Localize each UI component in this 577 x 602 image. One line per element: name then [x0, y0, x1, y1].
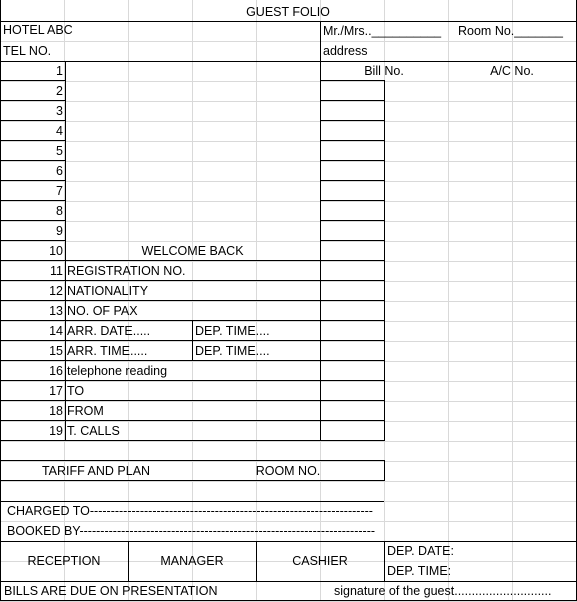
row-number: 18 [49, 404, 63, 418]
row-number: 2 [56, 84, 63, 98]
border-horizontal [0, 280, 320, 281]
row-number: 19 [49, 424, 63, 438]
border-horizontal [320, 80, 384, 81]
border-horizontal [0, 360, 320, 361]
border-vertical [384, 80, 385, 441]
reception-box: RECEPTION [27, 554, 101, 568]
border-horizontal [0, 480, 384, 481]
border-horizontal [0, 541, 577, 542]
border-horizontal [320, 440, 384, 441]
border-horizontal [0, 240, 65, 241]
border-horizontal [320, 360, 384, 361]
dep-time-label-2: DEP. TIME.... [195, 344, 270, 358]
cashier-box: CASHIER [292, 554, 348, 568]
border-vertical [0, 0, 1, 601]
row-number: 5 [56, 144, 63, 158]
nationality-label: NATIONALITY [67, 284, 149, 298]
border-horizontal [320, 420, 384, 421]
row-number: 6 [56, 164, 63, 178]
border-horizontal [0, 581, 577, 582]
gridline [0, 221, 577, 222]
hotel-name: HOTEL ABC [3, 23, 73, 37]
border-horizontal [0, 340, 320, 341]
border-vertical [320, 21, 321, 61]
telephone-reading-label: telephone reading [67, 364, 168, 378]
guest-name-field: Mr./Mrs..__________ [323, 24, 442, 38]
border-horizontal [0, 380, 320, 381]
dep-time-label-1: DEP. TIME.... [195, 324, 270, 338]
tel-label: TEL NO. [3, 44, 52, 58]
border-horizontal [0, 21, 577, 22]
border-horizontal [320, 220, 384, 221]
arr-time-label: ARR. TIME..... [67, 344, 148, 358]
border-horizontal [320, 180, 384, 181]
border-horizontal [0, 80, 65, 81]
border-vertical [256, 541, 257, 581]
gridline [0, 441, 577, 442]
gridline [0, 141, 577, 142]
row-number: 15 [49, 344, 63, 358]
to-label: TO [67, 384, 85, 398]
tariff-plan-label: TARIFF AND PLAN [41, 464, 151, 478]
ac-no-header: A/C No. [490, 64, 534, 78]
gridline [512, 0, 513, 601]
bills-due-note: BILLS ARE DUE ON PRESENTATION [4, 584, 218, 598]
guest-signature-line: signature of the guest............................ [334, 584, 552, 598]
border-vertical [192, 320, 193, 361]
border-horizontal [0, 300, 320, 301]
row-number: 12 [49, 284, 63, 298]
border-horizontal [320, 280, 384, 281]
row-number: 11 [50, 264, 63, 278]
border-horizontal [320, 320, 384, 321]
room-no-short-label: ROOM NO. [255, 464, 321, 478]
border-horizontal [320, 380, 384, 381]
registration-no-label: REGISTRATION NO. [67, 264, 186, 278]
border-horizontal [0, 61, 320, 62]
gridline [0, 381, 577, 382]
border-horizontal [0, 260, 320, 261]
charged-to-line: CHARGED TO-------------------------------------------------------------------- [7, 504, 373, 518]
row-number: 8 [56, 204, 63, 218]
dep-time-footer: DEP. TIME: [387, 564, 452, 578]
border-horizontal [0, 100, 65, 101]
bill-no-header: Bill No. [364, 64, 404, 78]
row-number: 17 [49, 384, 63, 398]
gridline [0, 201, 577, 202]
border-vertical [320, 61, 321, 441]
from-label: FROM [67, 404, 104, 418]
page-title: GUEST FOLIO [246, 5, 330, 19]
border-vertical [384, 541, 385, 581]
row-number: 10 [49, 244, 63, 258]
border-horizontal [0, 200, 65, 201]
row-number: 4 [56, 124, 63, 138]
no-of-pax-label: NO. OF PAX [67, 304, 138, 318]
border-horizontal [320, 160, 384, 161]
welcome-back-label: WELCOME BACK [141, 244, 244, 258]
border-horizontal [320, 300, 384, 301]
border-horizontal [0, 320, 320, 321]
gridline [0, 481, 577, 482]
border-horizontal [320, 61, 577, 62]
row-number: 9 [56, 224, 63, 238]
border-horizontal [320, 120, 384, 121]
border-horizontal [320, 260, 384, 261]
manager-box: MANAGER [160, 554, 224, 568]
border-vertical [65, 61, 66, 441]
row-number: 3 [56, 104, 63, 118]
border-horizontal [320, 240, 384, 241]
gridline [0, 41, 577, 42]
border-horizontal [0, 140, 65, 141]
arr-date-label: ARR. DATE..... [67, 324, 151, 338]
row-number: 7 [56, 184, 63, 198]
address-field: address [323, 44, 368, 58]
border-horizontal [0, 440, 320, 441]
border-vertical [384, 460, 385, 481]
border-horizontal [0, 120, 65, 121]
gridline [0, 81, 577, 82]
border-horizontal [0, 160, 65, 161]
gridline [448, 0, 449, 601]
border-horizontal [320, 140, 384, 141]
border-horizontal [320, 200, 384, 201]
booked-by-line: BOOKED BY----------------------------------------------------------------------- [7, 524, 376, 538]
border-horizontal [0, 220, 65, 221]
room-no-field: Room No._______ [458, 24, 563, 38]
row-number: 16 [49, 364, 63, 378]
border-horizontal [0, 400, 320, 401]
row-number: 14 [49, 324, 63, 338]
t-calls-label: T. CALLS [67, 424, 120, 438]
gridline [0, 161, 577, 162]
border-vertical [128, 541, 129, 581]
row-number: 13 [49, 304, 63, 318]
border-horizontal [0, 420, 320, 421]
gridline [0, 181, 577, 182]
border-horizontal [0, 501, 384, 502]
border-horizontal [320, 340, 384, 341]
dep-date-footer: DEP. DATE: [387, 544, 454, 558]
border-horizontal [320, 100, 384, 101]
gridline [0, 121, 577, 122]
border-horizontal [0, 460, 384, 461]
gridline [0, 101, 577, 102]
border-horizontal [320, 400, 384, 401]
row-number: 1 [56, 64, 63, 78]
border-horizontal [0, 180, 65, 181]
